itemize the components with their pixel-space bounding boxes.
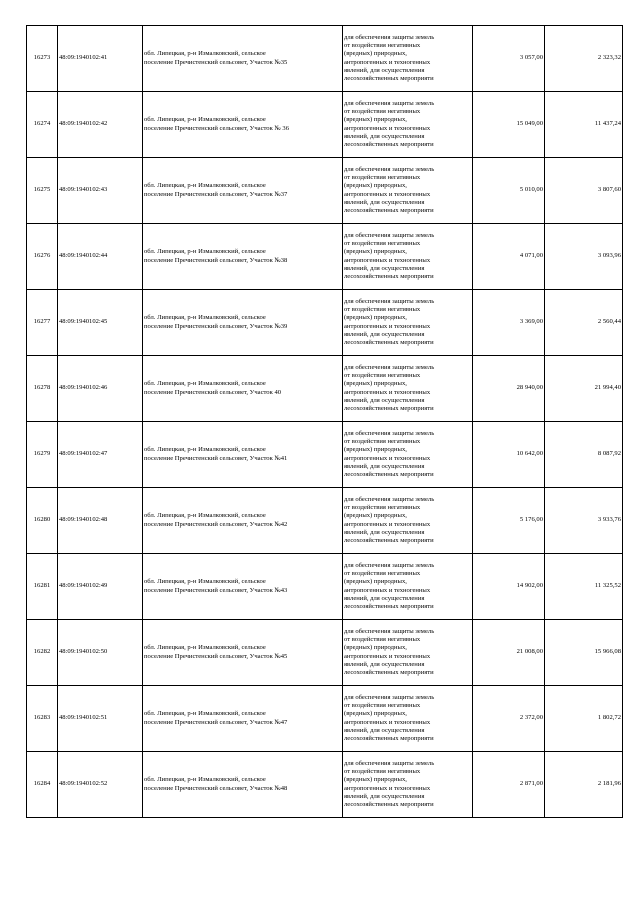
land-use-line: лесохозяйственных мероприяти	[344, 74, 434, 82]
land-use-line: (вредных) природных,	[344, 182, 407, 190]
table-row	[27, 26, 623, 92]
address-line: обл. Липецкая, р-н Измалковский, сельское	[144, 710, 266, 718]
land-use-cell	[343, 686, 473, 752]
area-value: 4 071,00	[473, 224, 545, 290]
land-use-line: (вредных) природных,	[344, 644, 407, 652]
land-use-line: антропогенных и техногенных	[344, 58, 431, 66]
cadastral-number: 48:09:1940102:42	[58, 92, 143, 158]
land-use-line: антропогенных и техногенных	[344, 322, 431, 330]
area-value: 10 642,00	[473, 422, 545, 488]
table-row	[27, 224, 623, 290]
land-use-cell	[343, 92, 473, 158]
land-use-line: от воздействия негативных	[344, 768, 421, 776]
land-use-line: от воздействия негативных	[344, 108, 421, 116]
land-use-line: (вредных) природных,	[344, 50, 407, 58]
address-cell	[143, 554, 343, 620]
table-row	[27, 488, 623, 554]
address-line: обл. Липецкая, р-н Измалковский, сельское	[144, 776, 266, 784]
land-use-line: лесохозяйственных мероприяти	[344, 668, 434, 676]
land-use-line: явлений, для осуществления	[344, 66, 425, 74]
row-number: 16281	[27, 554, 58, 620]
cadastral-number: 48:09:1940102:50	[58, 620, 143, 686]
land-use-line: антропогенных и техногенных	[344, 256, 431, 264]
address-line: поселение Пречистенский сельсовет, Участок №35	[144, 58, 288, 66]
land-use-line: (вредных) природных,	[344, 116, 407, 124]
land-use-line: лесохозяйственных мероприяти	[344, 470, 434, 478]
land-use-line: лесохозяйственных мероприяти	[344, 338, 434, 346]
row-number: 16280	[27, 488, 58, 554]
table-row	[27, 686, 623, 752]
address-line: поселение Пречистенский сельсовет, Участок № 36	[144, 124, 289, 132]
address-cell	[143, 224, 343, 290]
land-use-line: (вредных) природных,	[344, 512, 407, 520]
land-use-line: от воздействия негативных	[344, 702, 421, 710]
land-use-line: (вредных) природных,	[344, 710, 407, 718]
row-number: 16275	[27, 158, 58, 224]
cadastral-number: 48:09:1940102:46	[58, 356, 143, 422]
row-number: 16279	[27, 422, 58, 488]
cadastral-value: 2 181,96	[545, 752, 623, 818]
cadastral-number: 48:09:1940102:48	[58, 488, 143, 554]
address-line: обл. Липецкая, р-н Измалковский, сельское	[144, 116, 266, 124]
area-value: 3 369,00	[473, 290, 545, 356]
land-use-line: лесохозяйственных мероприяти	[344, 272, 434, 280]
land-use-cell	[343, 356, 473, 422]
land-use-line: от воздействия негативных	[344, 438, 421, 446]
land-use-line: для обеспечения защиты земель	[344, 364, 435, 372]
address-cell	[143, 158, 343, 224]
land-use-line: явлений, для осуществления	[344, 198, 425, 206]
land-use-line: (вредных) природных,	[344, 380, 407, 388]
land-use-line: для обеспечения защиты земель	[344, 232, 435, 240]
table-row	[27, 620, 623, 686]
land-use-line: для обеспечения защиты земель	[344, 694, 435, 702]
land-use-line: явлений, для осуществления	[344, 594, 425, 602]
land-use-line: явлений, для осуществления	[344, 132, 425, 140]
cadastral-number: 48:09:1940102:44	[58, 224, 143, 290]
address-line: поселение Пречистенский сельсовет, Участок №38	[144, 256, 288, 264]
table-row	[27, 92, 623, 158]
land-use-line: для обеспечения защиты земель	[344, 430, 435, 438]
area-value: 3 057,00	[473, 26, 545, 92]
cadastral-value: 2 560,44	[545, 290, 623, 356]
cadastral-value: 3 933,76	[545, 488, 623, 554]
table-row	[27, 356, 623, 422]
land-use-line: от воздействия негативных	[344, 42, 421, 50]
cadastral-number: 48:09:1940102:41	[58, 26, 143, 92]
land-use-line: антропогенных и техногенных	[344, 652, 431, 660]
land-use-line: (вредных) природных,	[344, 578, 407, 586]
table-row	[27, 554, 623, 620]
cadastral-number: 48:09:1940102:52	[58, 752, 143, 818]
row-number: 16283	[27, 686, 58, 752]
address-cell	[143, 290, 343, 356]
land-use-line: антропогенных и техногенных	[344, 586, 431, 594]
cadastral-value: 21 994,40	[545, 356, 623, 422]
land-use-line: антропогенных и техногенных	[344, 718, 431, 726]
land-registry-table	[26, 25, 623, 818]
land-use-cell	[343, 290, 473, 356]
land-use-line: лесохозяйственных мероприяти	[344, 404, 434, 412]
address-line: поселение Пречистенский сельсовет, Участок №37	[144, 190, 288, 198]
row-number: 16284	[27, 752, 58, 818]
land-use-line: явлений, для осуществления	[344, 528, 425, 536]
table-row	[27, 422, 623, 488]
cadastral-number: 48:09:1940102:47	[58, 422, 143, 488]
cadastral-value: 1 802,72	[545, 686, 623, 752]
area-value: 2 372,00	[473, 686, 545, 752]
land-use-line: антропогенных и техногенных	[344, 784, 431, 792]
cadastral-number: 48:09:1940102:43	[58, 158, 143, 224]
land-use-line: явлений, для осуществления	[344, 792, 425, 800]
land-use-line: (вредных) природных,	[344, 776, 407, 784]
row-number: 16282	[27, 620, 58, 686]
land-use-line: антропогенных и техногенных	[344, 124, 431, 132]
land-use-line: лесохозяйственных мероприяти	[344, 800, 434, 808]
address-line: обл. Липецкая, р-н Измалковский, сельское	[144, 446, 266, 454]
land-use-line: от воздействия негативных	[344, 636, 421, 644]
area-value: 14 902,00	[473, 554, 545, 620]
cadastral-value: 11 437,24	[545, 92, 623, 158]
land-use-line: от воздействия негативных	[344, 174, 421, 182]
address-cell	[143, 620, 343, 686]
land-use-line: явлений, для осуществления	[344, 660, 425, 668]
land-use-line: от воздействия негативных	[344, 306, 421, 314]
land-use-line: от воздействия негативных	[344, 570, 421, 578]
address-line: поселение Пречистенский сельсовет, Участок №45	[144, 652, 288, 660]
address-line: поселение Пречистенский сельсовет, Участок №47	[144, 718, 288, 726]
row-number: 16274	[27, 92, 58, 158]
row-number: 16278	[27, 356, 58, 422]
area-value: 5 176,00	[473, 488, 545, 554]
address-cell	[143, 356, 343, 422]
cadastral-value: 2 323,32	[545, 26, 623, 92]
land-use-line: лесохозяйственных мероприяти	[344, 536, 434, 544]
area-value: 21 008,00	[473, 620, 545, 686]
address-cell	[143, 686, 343, 752]
address-cell	[143, 92, 343, 158]
land-use-line: от воздействия негативных	[344, 372, 421, 380]
table-row	[27, 290, 623, 356]
land-use-line: (вредных) природных,	[344, 248, 407, 256]
land-use-cell	[343, 554, 473, 620]
land-use-line: (вредных) природных,	[344, 314, 407, 322]
land-use-cell	[343, 620, 473, 686]
address-cell	[143, 752, 343, 818]
land-use-line: антропогенных и техногенных	[344, 454, 431, 462]
land-use-line: лесохозяйственных мероприяти	[344, 206, 434, 214]
land-use-line: для обеспечения защиты земель	[344, 628, 435, 636]
address-line: обл. Липецкая, р-н Измалковский, сельское	[144, 314, 266, 322]
area-value: 5 010,00	[473, 158, 545, 224]
address-line: обл. Липецкая, р-н Измалковский, сельское	[144, 248, 266, 256]
address-line: поселение Пречистенский сельсовет, Участок 40	[144, 388, 282, 396]
cadastral-value: 3 093,96	[545, 224, 623, 290]
land-use-line: лесохозяйственных мероприяти	[344, 140, 434, 148]
land-use-line: для обеспечения защиты земель	[344, 298, 435, 306]
land-use-cell	[343, 752, 473, 818]
land-use-line: для обеспечения защиты земель	[344, 100, 435, 108]
land-use-line: для обеспечения защиты земель	[344, 562, 435, 570]
land-use-line: от воздействия негативных	[344, 240, 421, 248]
land-use-line: (вредных) природных,	[344, 446, 407, 454]
land-use-line: лесохозяйственных мероприяти	[344, 734, 434, 742]
land-use-line: для обеспечения защиты земель	[344, 34, 435, 42]
land-use-line: антропогенных и техногенных	[344, 190, 431, 198]
address-line: поселение Пречистенский сельсовет, Участок №41	[144, 454, 288, 462]
cadastral-value: 15 966,08	[545, 620, 623, 686]
cadastral-value: 8 087,92	[545, 422, 623, 488]
address-line: обл. Липецкая, р-н Измалковский, сельское	[144, 50, 266, 58]
land-use-line: явлений, для осуществления	[344, 264, 425, 272]
table-row	[27, 158, 623, 224]
address-line: поселение Пречистенский сельсовет, Участок №48	[144, 784, 288, 792]
address-line: обл. Липецкая, р-н Измалковский, сельское	[144, 512, 266, 520]
land-use-line: лесохозяйственных мероприяти	[344, 602, 434, 610]
address-line: обл. Липецкая, р-н Измалковский, сельское	[144, 644, 266, 652]
land-use-line: явлений, для осуществления	[344, 330, 425, 338]
land-use-line: для обеспечения защиты земель	[344, 496, 435, 504]
row-number: 16277	[27, 290, 58, 356]
address-line: поселение Пречистенский сельсовет, Участок №39	[144, 322, 288, 330]
land-use-cell	[343, 224, 473, 290]
land-use-line: для обеспечения защиты земель	[344, 760, 435, 768]
cadastral-number: 48:09:1940102:49	[58, 554, 143, 620]
land-use-cell	[343, 26, 473, 92]
cadastral-number: 48:09:1940102:45	[58, 290, 143, 356]
row-number: 16276	[27, 224, 58, 290]
land-use-cell	[343, 488, 473, 554]
land-use-line: антропогенных и техногенных	[344, 520, 431, 528]
address-line: поселение Пречистенский сельсовет, Участок №42	[144, 520, 288, 528]
land-use-cell	[343, 158, 473, 224]
address-cell	[143, 26, 343, 92]
land-use-line: явлений, для осуществления	[344, 462, 425, 470]
cadastral-number: 48:09:1940102:51	[58, 686, 143, 752]
address-line: поселение Пречистенский сельсовет, Участок №43	[144, 586, 288, 594]
address-line: обл. Липецкая, р-н Измалковский, сельское	[144, 182, 266, 190]
address-line: обл. Липецкая, р-н Измалковский, сельское	[144, 380, 266, 388]
address-cell	[143, 488, 343, 554]
address-cell	[143, 422, 343, 488]
row-number: 16273	[27, 26, 58, 92]
area-value: 2 871,00	[473, 752, 545, 818]
land-use-line: от воздействия негативных	[344, 504, 421, 512]
land-use-line: антропогенных и техногенных	[344, 388, 431, 396]
area-value: 28 940,00	[473, 356, 545, 422]
land-use-cell	[343, 422, 473, 488]
land-use-line: явлений, для осуществления	[344, 726, 425, 734]
area-value: 15 049,00	[473, 92, 545, 158]
cadastral-value: 3 807,60	[545, 158, 623, 224]
land-use-line: явлений, для осуществления	[344, 396, 425, 404]
address-line: обл. Липецкая, р-н Измалковский, сельское	[144, 578, 266, 586]
land-use-line: для обеспечения защиты земель	[344, 166, 435, 174]
table-row	[27, 752, 623, 818]
cadastral-value: 11 325,52	[545, 554, 623, 620]
